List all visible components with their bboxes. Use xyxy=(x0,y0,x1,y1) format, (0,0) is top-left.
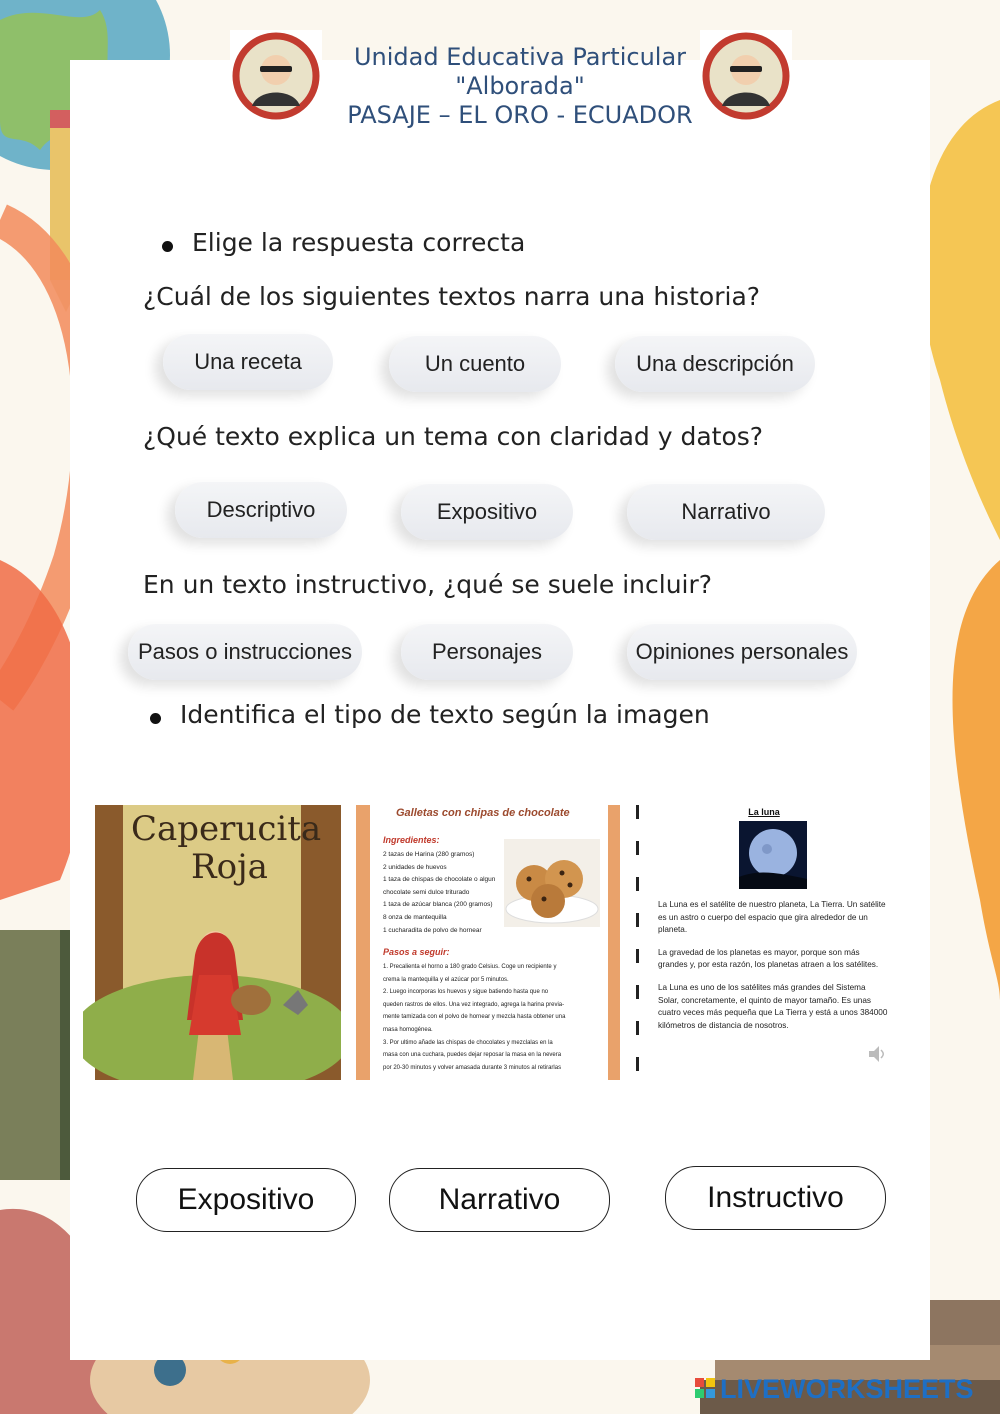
answer-instructivo[interactable]: Instructivo xyxy=(665,1166,886,1230)
ingredient-line: 1 taza de azúcar blanca (200 gramos) xyxy=(383,901,493,909)
recipe-steps-heading: Pasos a seguir: xyxy=(383,947,450,957)
section-title-identify: Identifica el tipo de texto según la imagen xyxy=(180,700,710,729)
step-line: 2. Luego incorporas los huevos y sigue batiendo hasta que no xyxy=(383,989,549,996)
option-expositivo[interactable]: Expositivo xyxy=(401,484,573,540)
step-line: 1. Precalienta el horno a 180 grado Celsius. Coge un recipiente y xyxy=(383,964,557,970)
answer-expositivo[interactable]: Expositivo xyxy=(136,1168,356,1232)
ingredient-line: chocolate semi dulce triturado xyxy=(383,888,470,896)
section-title-choose: Elige la respuesta correcta xyxy=(192,228,526,257)
liveworksheets-brand: LIVEWORKSHEETS xyxy=(720,1374,974,1404)
school-quoted-name: "Alborada" xyxy=(455,72,585,100)
step-line: por 20-30 minutos y volver amasada durante 3 minutos al retirarlas xyxy=(383,1064,562,1071)
school-location: PASAJE – EL ORO - ECUADOR xyxy=(347,101,693,129)
step-line: mente tamizada con el polvo de hornear y mezcla hasta obtener una xyxy=(383,1014,566,1021)
ingredient-line: 1 taza de chispas de chocolate o algun xyxy=(383,876,496,884)
step-line: queden rastros de ellos. Una vez integrado, agrega la harina previa- xyxy=(383,1001,565,1008)
option-un-cuento[interactable]: Un cuento xyxy=(389,336,561,392)
question-3: En un texto instructivo, ¿qué se suele incluir? xyxy=(143,570,713,599)
moon-paragraph: La Luna es uno de los satélites más grandes del Sistema Solar, concretamente, el quinto de mayor tamaño. Es unas cuatro veces más pequeña que La Tierra y está a unos 384000 kilómetros de distancia de nosotros. xyxy=(658,982,888,1030)
moon-photo xyxy=(739,821,807,889)
liveworksheets-logo-icon xyxy=(695,1378,715,1398)
ingredient-line: 2 tazas de Harina (280 gramos) xyxy=(383,851,475,858)
ingredient-line: 2 unidades de huevos xyxy=(383,863,447,871)
speaker-icon[interactable] xyxy=(866,1043,888,1065)
school-name: Unidad Educativa Particular xyxy=(353,43,687,71)
step-line: crema la mantequilla y el azúcar por 5 minutos. xyxy=(383,976,509,983)
image-recipe xyxy=(356,805,620,1080)
question-2: ¿Qué texto explica un tema con claridad y datos? xyxy=(143,422,764,451)
option-personajes[interactable]: Personajes xyxy=(401,624,573,680)
image-caperucita-roja xyxy=(83,805,341,1080)
step-line: masa con una cuchara, puedes dejar reposar la masa en la nevera xyxy=(383,1052,562,1059)
option-descriptivo[interactable]: Descriptivo xyxy=(175,482,347,538)
answer-narrativo[interactable]: Narrativo xyxy=(389,1168,610,1232)
card1-title-line1: Caperucita xyxy=(131,809,322,849)
ingredient-line: 1 cucharadita de polvo de hornear xyxy=(383,926,482,934)
option-una-descripcion[interactable]: Una descripción xyxy=(615,336,815,392)
recipe-ingredients-heading: Ingredientes: xyxy=(383,835,440,845)
option-opiniones-personales[interactable]: Opiniones personales xyxy=(627,624,857,680)
option-narrativo[interactable]: Narrativo xyxy=(627,484,825,540)
ingredient-line: 8 onza de mantequilla xyxy=(383,913,447,921)
cookies-photo xyxy=(504,839,600,927)
step-line: masa homogénea. xyxy=(383,1026,433,1033)
moon-paragraph: La gravedad de los planetas es mayor, porque son más grandes y, por esta razón, los planetas atraen a los satélites. xyxy=(658,947,879,970)
step-line: 3. Por ultimo añade las chispas de chocolates y mezclalas en la xyxy=(383,1039,553,1046)
moon-paragraph: La Luna es el satélite de nuestro planeta, La Tierra. Un satélite es un astro o cuerpo del espacio que gira alrededor de un planeta. xyxy=(658,900,886,935)
option-pasos-instrucciones[interactable]: Pasos o instrucciones xyxy=(128,624,362,680)
moon-title: La luna xyxy=(748,807,780,817)
question-1: ¿Cuál de los siguientes textos narra una historia? xyxy=(143,282,761,311)
recipe-title: Galletas con chipas de chocolate xyxy=(396,807,570,819)
option-una-receta[interactable]: Una receta xyxy=(163,334,333,390)
image-la-luna xyxy=(636,805,892,1080)
card1-title-line2: Roja xyxy=(191,847,268,887)
